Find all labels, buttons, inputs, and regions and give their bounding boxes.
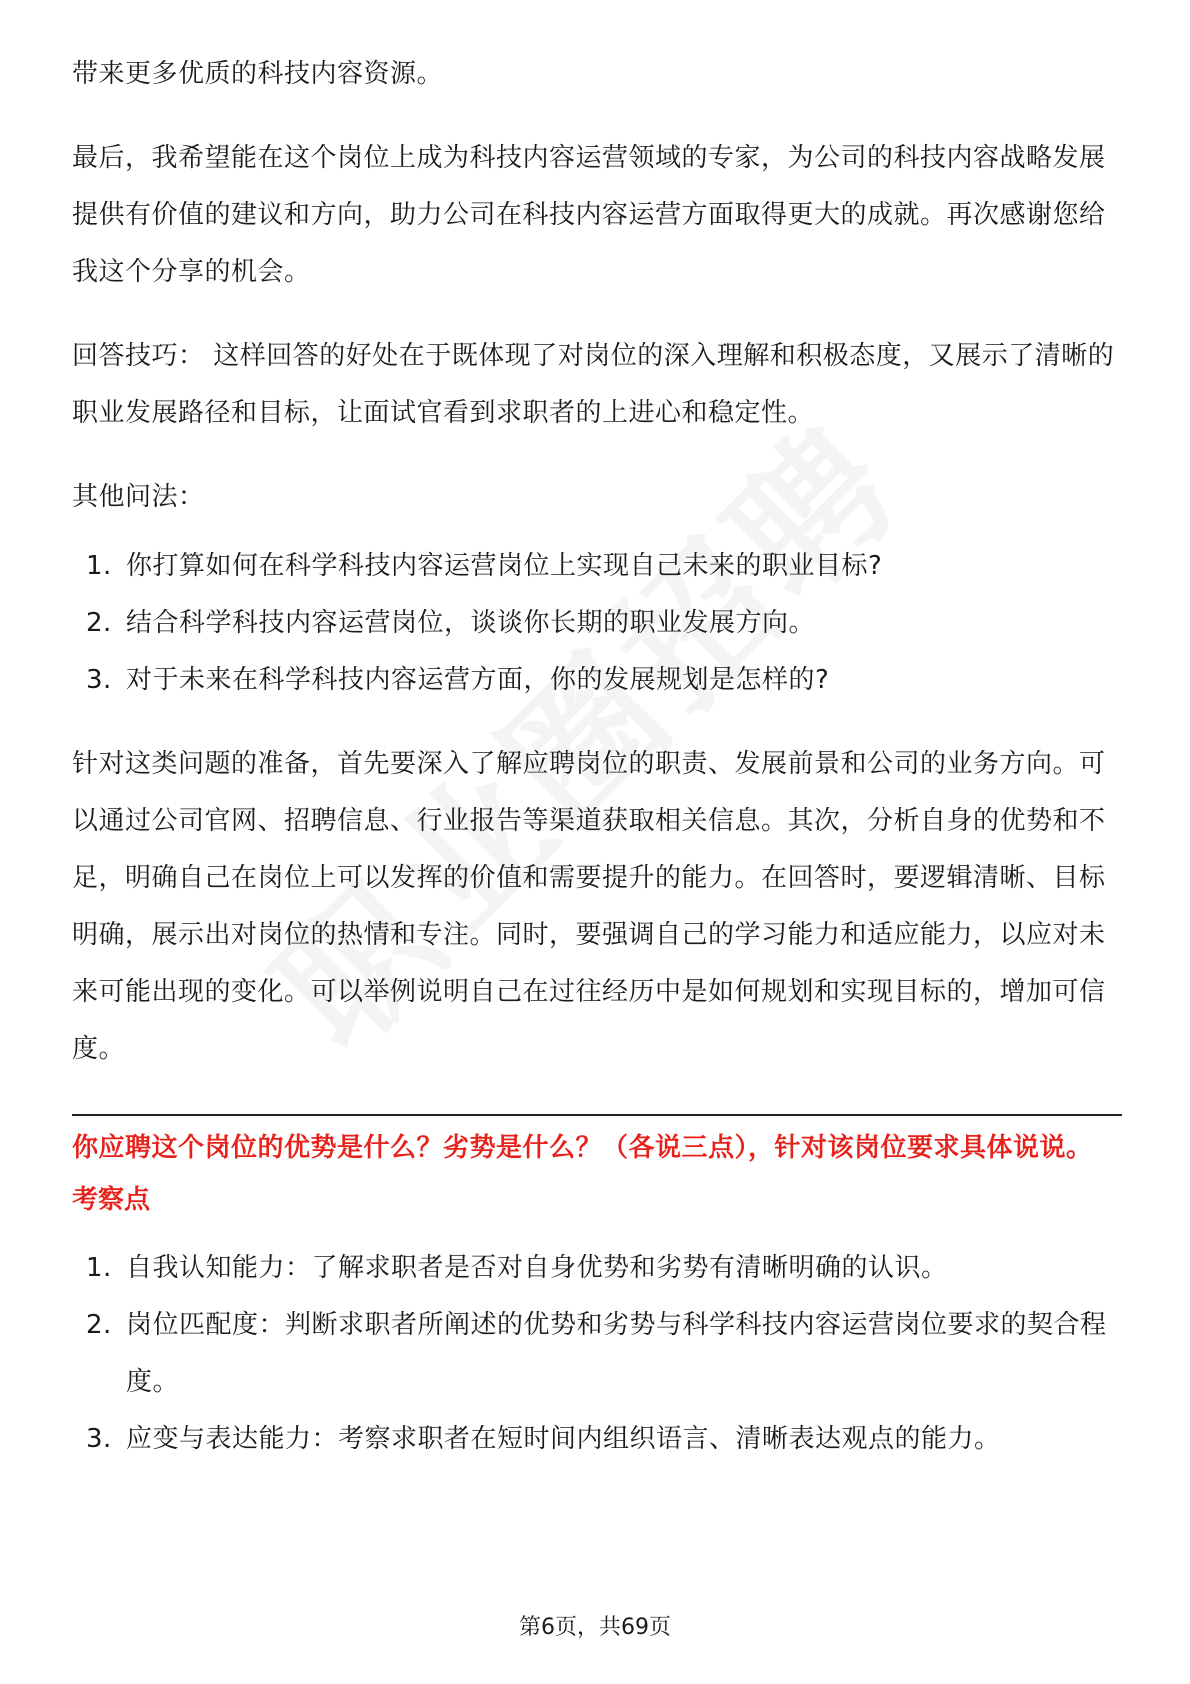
other-questions-list xyxy=(72,538,1122,709)
list-item-number: 1. xyxy=(86,1253,112,1283)
paragraph-other-questions-heading: 其他问法： xyxy=(72,482,205,512)
list-item-number: 1. xyxy=(86,551,112,581)
question-subheading: 考察点 xyxy=(72,1185,151,1215)
list-item xyxy=(72,1240,1122,1297)
question-title: 你应聘这个岗位的优势是什么？劣势是什么？（各说三点），针对该岗位要求具体说说。 xyxy=(72,1133,1093,1163)
paragraph-answer-tips: 回答技巧： 这样回答的好处在于既体现了对岗位的深入理解和积极态度，又展示了清晰的职业发展路径和目标，让面试官看到求职者的上进心和稳定性。 xyxy=(72,341,1115,428)
inspection-points-list xyxy=(72,1240,1122,1468)
list-item-text: 结合科学科技内容运营岗位，谈谈你长期的职业发展方向。 xyxy=(126,608,816,638)
paragraph-preparation: 针对这类问题的准备，首先要深入了解应聘岗位的职责、发展前景和公司的业务方向。可以通过公司官网、招聘信息、行业报告等渠道获取相关信息。其次，分析自身的优势和不足，明确自己在岗位上可以发挥的价值和需要提升的能力。在回答时，要逻辑清晰、目标明确，展示出对岗位的热情和专注。同时，要强调自己的学习能力和适应能力，以应对未来可能出现的变化。可以举例说明自己在过往经历中是如何规划和实现目标的，增加可信度。 xyxy=(72,749,1106,1064)
list-item xyxy=(72,652,1122,709)
list-item-number: 3. xyxy=(86,1424,112,1454)
list-item-number: 3. xyxy=(86,665,112,695)
paragraph-continuation: 带来更多优质的科技内容资源。 xyxy=(72,59,444,89)
page-number: 第6页，共69页 xyxy=(519,1615,671,1640)
list-item xyxy=(72,1411,1122,1468)
list-item-text: 对于未来在科学科技内容运营方面，你的发展规划是怎样的? xyxy=(126,665,830,695)
list-item xyxy=(72,1297,1122,1411)
document-body xyxy=(72,46,1122,1468)
list-item xyxy=(72,538,1122,595)
list-item-text: 自我认知能力：了解求职者是否对自身优势和劣势有清晰明确的认识。 xyxy=(126,1253,948,1283)
list-item-text: 你打算如何在科学科技内容运营岗位上实现自己未来的职业目标? xyxy=(126,551,883,581)
list-item-text: 应变与表达能力：考察求职者在短时间内组织语言、清晰表达观点的能力。 xyxy=(126,1424,1001,1454)
list-item-text: 岗位匹配度：判断求职者所阐述的优势和劣势与科学科技内容运营岗位要求的契合程度。 xyxy=(126,1310,1107,1397)
list-item-number: 2. xyxy=(86,1310,112,1340)
list-item-number: 2. xyxy=(86,608,112,638)
paragraph-closing: 最后，我希望能在这个岗位上成为科技内容运营领域的专家，为公司的科技内容战略发展提供有价值的建议和方向，助力公司在科技内容运营方面取得更大的成就。再次感谢您给我这个分享的机会。 xyxy=(72,143,1106,287)
list-item xyxy=(72,595,1122,652)
